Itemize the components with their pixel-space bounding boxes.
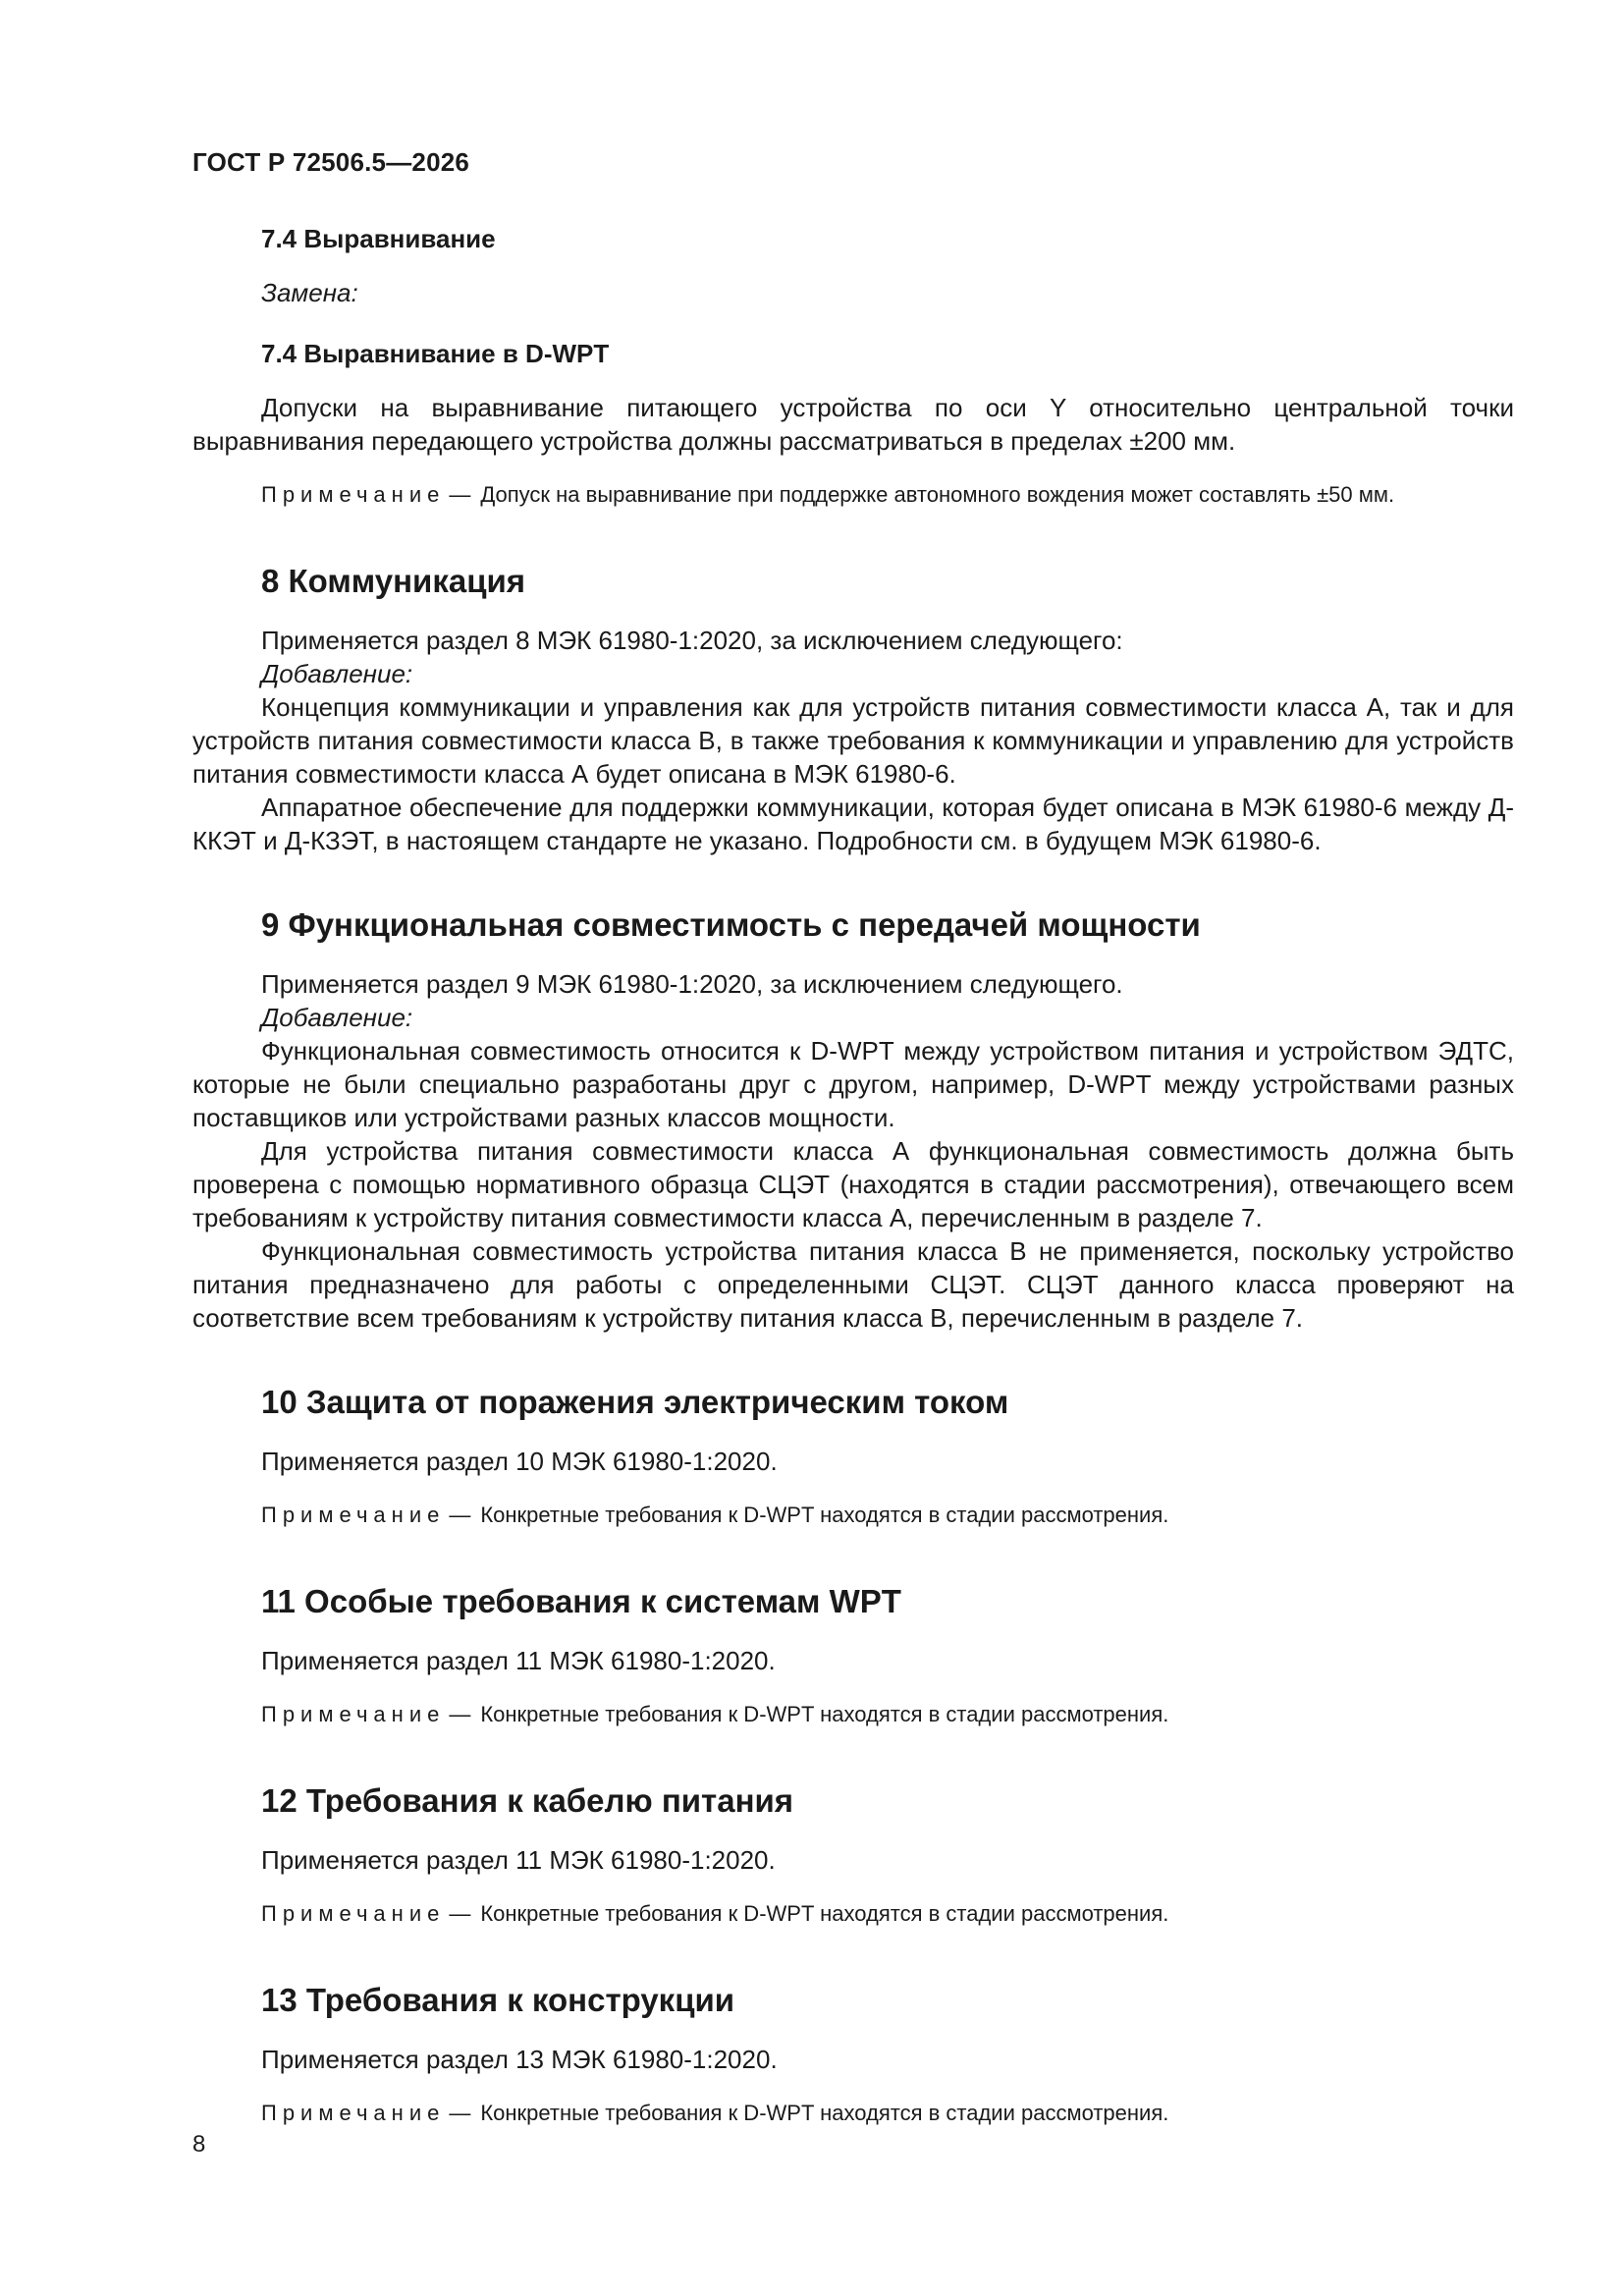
section-7-4-note	[192, 479, 1514, 510]
note-label: Примечание	[261, 1901, 446, 1926]
note-text: Конкретные требования к D-WPT находятся в стадии рассмотрения.	[480, 1901, 1169, 1926]
section-9-p1: Применяется раздел 9 МЭК 61980-1:2020, за исключением следующего.	[261, 969, 1123, 999]
note-label: Примечание	[261, 1702, 446, 1726]
standard-header: ГОСТ Р 72506.5—2026	[192, 147, 470, 177]
section-13-title: 13 Требования к конструкции	[261, 1982, 735, 2018]
section-12-p1: Применяется раздел 11 МЭК 61980-1:2020.	[261, 1845, 776, 1875]
note-label: Примечание	[261, 482, 446, 507]
section-11-p1: Применяется раздел 11 МЭК 61980-1:2020.	[261, 1646, 776, 1675]
note-label: Примечание	[261, 1503, 446, 1527]
section-8-title: 8 Коммуникация	[261, 563, 526, 599]
section-12-title: 12 Требования к кабелю питания	[261, 1782, 794, 1819]
section-10-p1: Применяется раздел 10 МЭК 61980-1:2020.	[261, 1447, 778, 1476]
note-dash: —	[449, 1702, 471, 1726]
addition-label: Добавление:	[261, 659, 413, 688]
section-10-title: 10 Защита от поражения электрическим током	[261, 1384, 1009, 1420]
note-text: Конкретные требования к D-WPT находятся в стадии рассмотрения.	[480, 1702, 1169, 1726]
section-13-note	[192, 2098, 1514, 2128]
section-11-title: 11 Особые требования к системам WPT	[261, 1583, 901, 1619]
note-dash: —	[449, 1901, 471, 1926]
note-text: Конкретные требования к D-WPT находятся в стадии рассмотрения.	[480, 2101, 1169, 2125]
page-content	[192, 224, 1514, 2128]
note-dash: —	[449, 2101, 471, 2125]
note-dash: —	[449, 482, 471, 507]
note-label: Примечание	[261, 2101, 446, 2125]
note-dash: —	[449, 1503, 471, 1527]
section-7-4-new-title: 7.4 Выравнивание в D-WPT	[261, 339, 610, 368]
page-number: 8	[192, 2131, 206, 2158]
section-9-p4: Функциональная совместимость устройства питания класса В не применяется, поскольку устройство питания предназначено для работы с определенными СЦЭТ. СЦЭТ данного класса проверяют на соответствие всем требованиям к устройству питания класса В, перечисленным в разделе 7.	[192, 1236, 1514, 1333]
section-8-p3: Аппаратное обеспечение для поддержки коммуникации, которая будет описана в МЭК 61980-6 между Д-ККЭТ и Д-КЗЭТ, в настоящем стандарте не указано. Подробности см. в будущем МЭК 61980-6.	[192, 793, 1514, 855]
section-9-title: 9 Функциональная совместимость с передачей мощности	[261, 906, 1201, 943]
section-11-note	[192, 1699, 1514, 1729]
section-10-note	[192, 1500, 1514, 1530]
section-12-note	[192, 1898, 1514, 1929]
replacement-label: Замена:	[261, 278, 358, 307]
section-8-p1: Применяется раздел 8 МЭК 61980-1:2020, за исключением следующего:	[261, 626, 1123, 655]
section-9-p3: Для устройства питания совместимости класса А функциональная совместимость должна быть проверена с помощью нормативного образца СЦЭТ (находятся в стадии рассмотрения), отвечающего всем требованиям к устройству питания совместимости класса А, перечисленным в разделе 7.	[192, 1136, 1514, 1232]
section-13-p1: Применяется раздел 13 МЭК 61980-1:2020.	[261, 2045, 778, 2074]
section-7-4-text: Допуски на выравнивание питающего устройства по оси Y относительно центральной точки выравнивания передающего устройства должны рассматриваться в пределах ±200 мм.	[192, 393, 1514, 456]
section-7-4-title: 7.4 Выравнивание	[261, 224, 496, 253]
addition-label: Добавление:	[261, 1003, 413, 1032]
note-text: Конкретные требования к D-WPT находятся в стадии рассмотрения.	[480, 1503, 1169, 1527]
note-text: Допуск на выравнивание при поддержке автономного вождения может составлять ±50 мм.	[480, 482, 1395, 507]
section-9-p2: Функциональная совместимость относится к D-WPT между устройством питания и устройством ЭДТС, которые не были специально разработаны друг с другом, например, D-WPT между устройствами разных поставщиков или устройствами разных классов мощности.	[192, 1036, 1514, 1132]
section-8-p2: Концепция коммуникации и управления как для устройств питания совместимости класса А, так и для устройств питания совместимости класса В, в также требования к коммуникации и управлению для устройств питания совместимости класса А будет описана в МЭК 61980-6.	[192, 692, 1514, 789]
